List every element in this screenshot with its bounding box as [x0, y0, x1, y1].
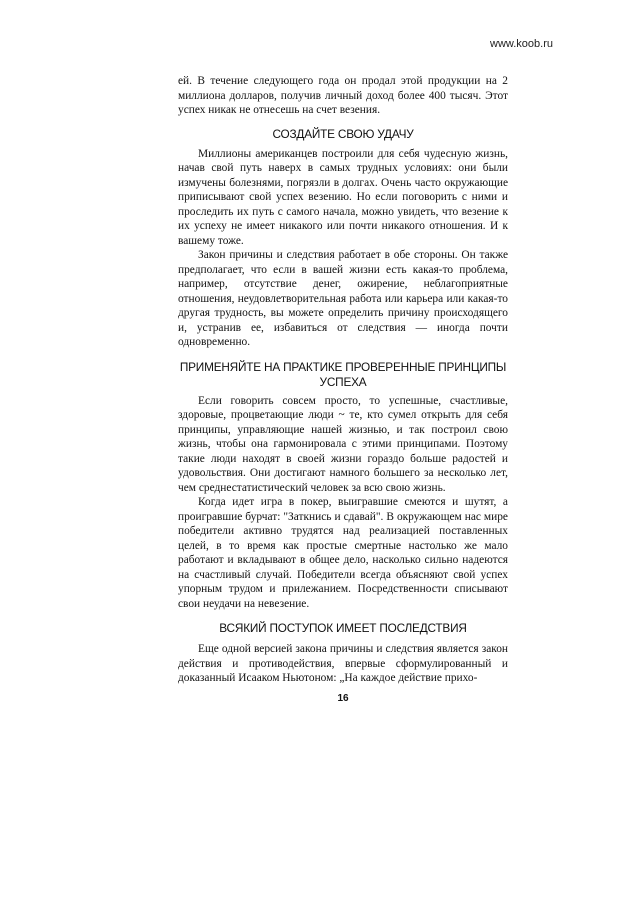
book-page: [178, 74, 508, 706]
heading-line: ПРИМЕНЯЙТЕ НА ПРАКТИКЕ ПРОВЕРЕННЫЕ ПРИНЦИПЫ: [179, 359, 507, 374]
section-heading-consequences: ВСЯКИЙ ПОСТУПОК ИМЕЕТ ПОСЛЕДСТВИЯ: [219, 621, 467, 635]
site-url: www.koob.ru: [490, 38, 553, 50]
section-heading-apply-principles: [178, 360, 508, 390]
opening-paragraph: ей. В течение следующего года он продал этой продукции на 2 миллиона долларов, получив личный доход более 400 тысяч. Этот успех никак не отнесешь на счет везения.: [178, 75, 508, 116]
paragraph: Миллионы американцев построили для себя чудесную жизнь, начав свой путь наверх в самых трудных условиях: они были измучены болезнями, погрязли в долгах. Очень часто окружающие приписывают свой успех везению. Но если поговорить с ними и проследить их путь с самого начала, можно увидеть, что везение к их успеху не имеет никакого или почти никакого отношения. И к вашему тоже.: [178, 147, 508, 247]
page-number: 16: [337, 692, 349, 704]
heading-line: УСПЕХА: [319, 374, 367, 389]
paragraph: Закон причины и следствия работает в обе стороны. Он также предполагает, что если в вашей жизни есть какая-то проблема, например, отсутствие денег, ожирение, неблагоприятные отношения, неудовлетворительная работа или карьера или какая-то другая трудность, вы можете определить причину происходящего и, устранив ее, избавиться от следствия — иногда почти одновременно.: [178, 249, 508, 348]
section-heading-create-luck: СОЗДАЙТЕ СВОЮ УДАЧУ: [272, 126, 414, 141]
paragraph: Еще одной версией закона причины и следствия является закон действия и противодействия, впервые сформулированный и доказанный Исааком Ньютоном: „На каждое действие прихо-: [178, 643, 508, 684]
paragraph: Если говорить совсем просто, то успешные, счастливые, здоровые, процветающие люди ~ те, кто сумел открыть для себя принципы, управляющие нашей жизнью, и так построил свою жизнь, чтобы она гармонировала с этими принципами. Поэтому такие люди находят в своей жизни гораздо больше радостей и удовольствия. Они достигают намного большего за несколько лет, чем среднестатистический человек за всю свою жизнь.: [178, 394, 508, 494]
paragraph: Когда идет игра в покер, выигравшие смеются и шутят, а проигравшие бурчат: "Заткнись и сдавай". В окружающем нас мире победители активно трудятся над реализацией поставленных целей, в то время как простые смертные настолько же мало работают и вкладывают в общее дело, насколько сильно надеются на счастливый случай. Победители всегда объясняют свой успех упорным трудом и прилежанием. Посредственности списывают свои неудачи на невезение.: [178, 496, 508, 610]
